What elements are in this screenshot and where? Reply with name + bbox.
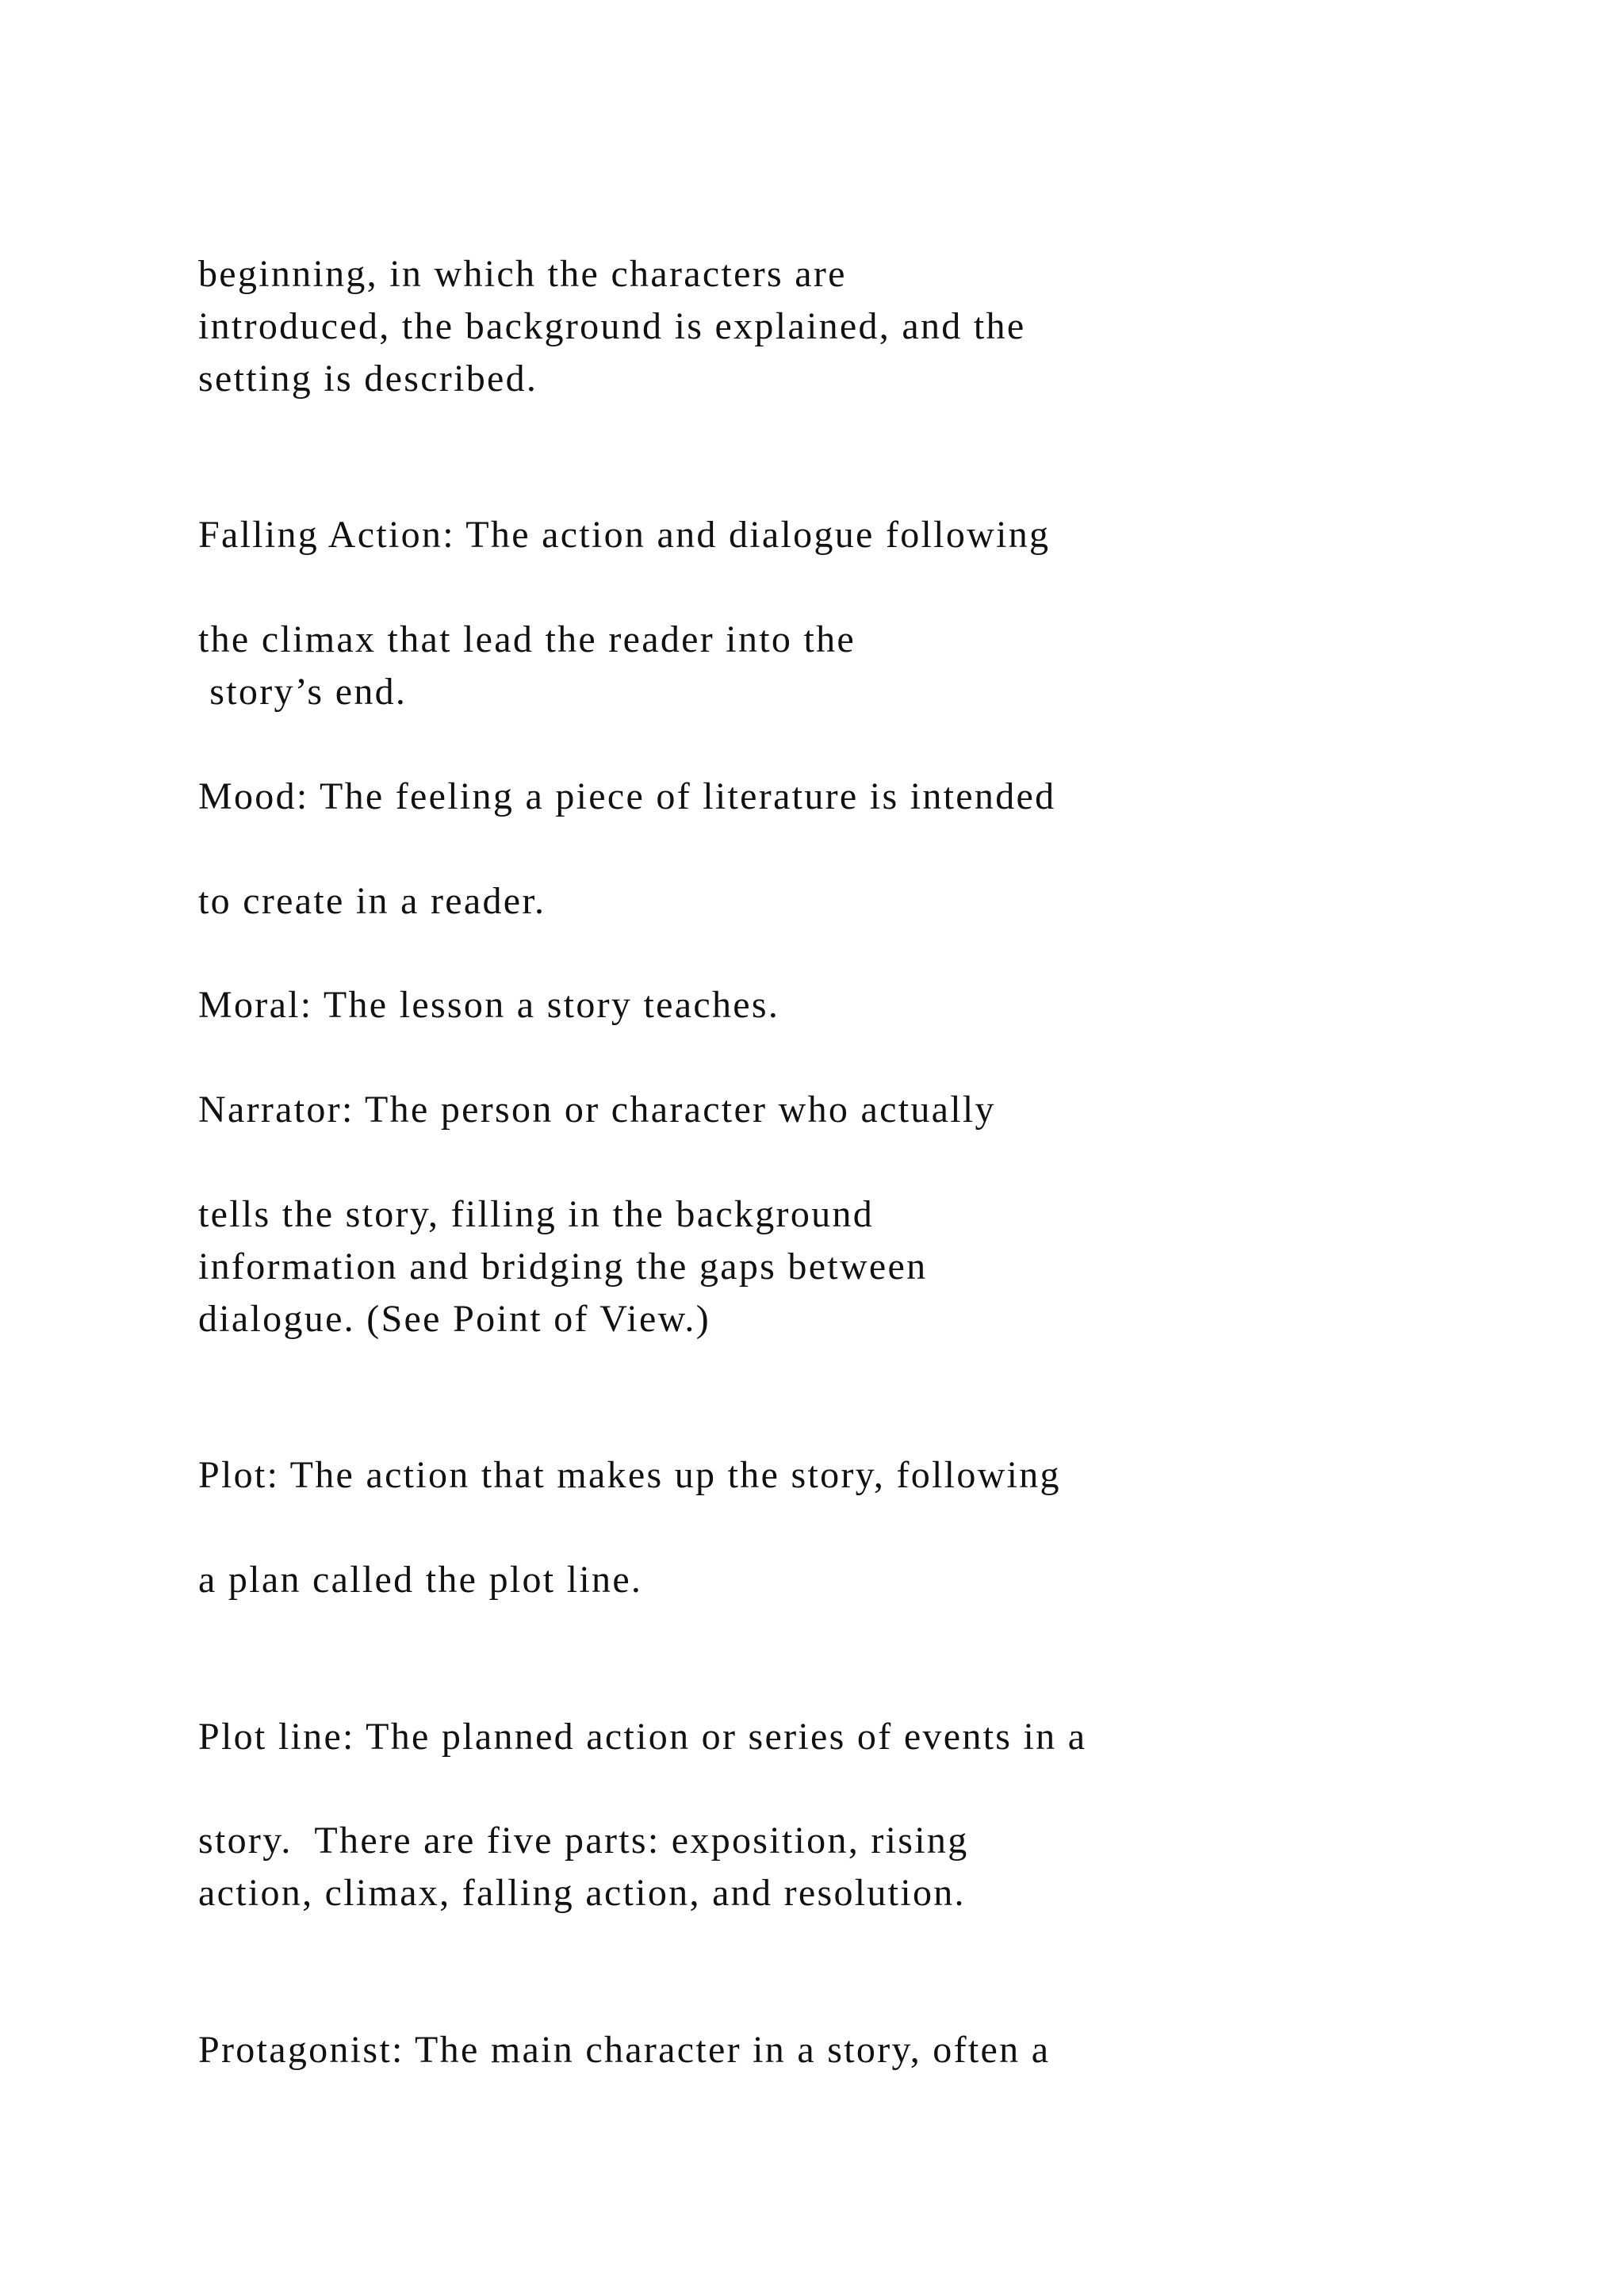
text-line: beginning, in which the characters are bbox=[198, 253, 847, 295]
text-line: Plot: The action that makes up the story, following bbox=[198, 1454, 1061, 1496]
text-line: Falling Action: The action and dialogue following bbox=[198, 514, 1051, 556]
text-line: introduced, the background is explained, and the bbox=[198, 305, 1026, 347]
text-line: tells the story, filling in the background bbox=[198, 1193, 875, 1235]
text-line: Narrator: The person or character who actually bbox=[198, 1089, 996, 1131]
text-line: Protagonist: The main character in a story, often a bbox=[198, 2029, 1051, 2071]
text-line: information and bridging the gaps between bbox=[198, 1246, 928, 1288]
text-line: to create in a reader. bbox=[198, 880, 546, 922]
text-line: Moral: The lesson a story teaches. bbox=[198, 984, 780, 1026]
text-line: dialogue. (See Point of View.) bbox=[198, 1298, 711, 1340]
text-line: Mood: The feeling a piece of literature is intended bbox=[198, 775, 1056, 817]
text-line: a plan called the plot line. bbox=[198, 1559, 643, 1601]
text-line: action, climax, falling action, and resolution. bbox=[198, 1872, 966, 1914]
text-line: the climax that lead the reader into the bbox=[198, 618, 856, 660]
text-line: story. There are five parts: exposition, rising bbox=[198, 1820, 969, 1862]
text-line: story’s end. bbox=[198, 671, 408, 713]
text-line: setting is described. bbox=[198, 358, 538, 400]
text-line: Plot line: The planned action or series of events in a bbox=[198, 1716, 1087, 1758]
